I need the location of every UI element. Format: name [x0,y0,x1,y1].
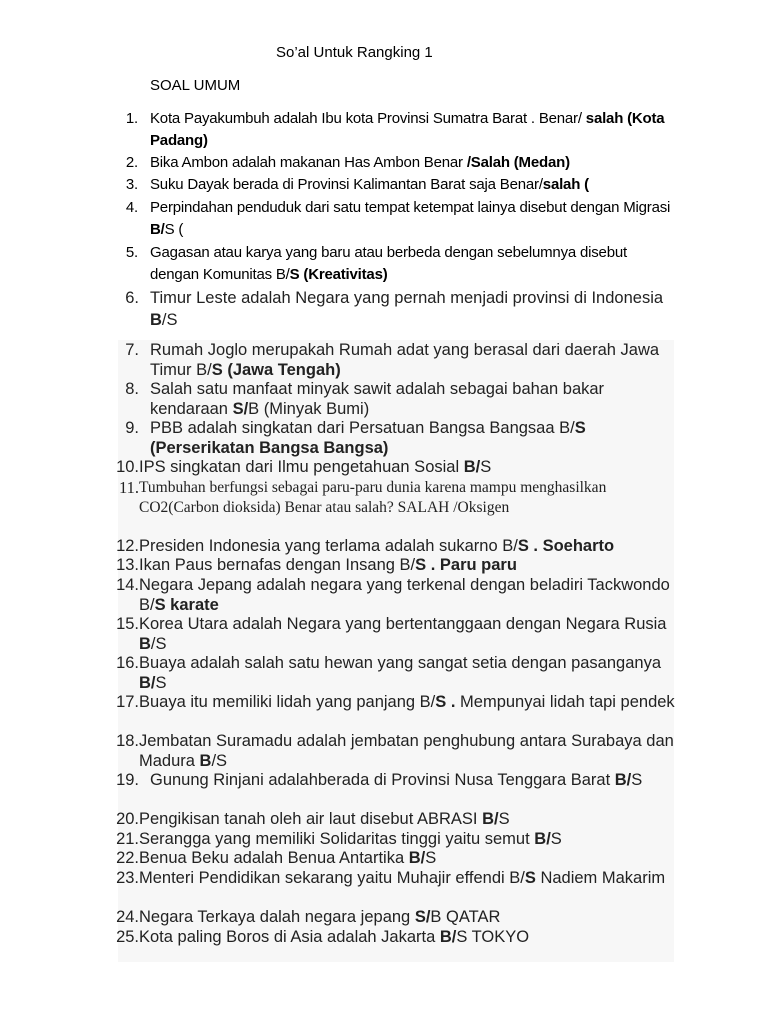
section-heading: SOAL UMUM [150,77,241,94]
question-item [112,174,678,196]
question-number: 1. [125,110,138,127]
question-item [112,458,678,478]
question-item [112,654,678,693]
question-text: Korea Utara adalah Negara yang bertentanggaan dengan Negara Rusia B/S [139,615,667,653]
question-item [112,537,678,557]
question-number: 14. [116,576,139,594]
question-item [112,908,678,928]
question-item [112,197,678,241]
question-text: Perpindahan penduduk dari satu tempat ketempat lainya disebut dengan Migrasi B/S ( [150,199,671,238]
question-number: 6. [125,289,139,307]
question-text: Benua Beku adalah Benua Antartika B/S [139,849,437,867]
question-number: 8. [125,380,139,398]
question-text: Gunung Rinjani adalahberada di Provinsi Nusa Tenggara Barat B/S [150,771,643,789]
question-number: 2. [125,154,138,171]
question-item [112,478,678,517]
question-item [112,693,678,713]
question-item [112,556,678,576]
question-text: Suku Dayak berada di Provinsi Kalimantan Barat saja Benar/salah ( [150,176,589,193]
question-item [112,771,678,791]
question-item [112,341,678,380]
question-text: Ikan Paus bernafas dengan Insang B/S . Paru paru [139,556,517,574]
question-text: Timur Leste adalah Negara yang pernah menjadi provinsi di Indonesia B/S [150,289,664,329]
question-number: 18. [116,732,139,750]
question-number: 23. [116,869,139,887]
question-text: Rumah Joglo merupakah Rumah adat yang berasal dari daerah Jawa Timur B/S (Jawa Tengah) [150,341,660,379]
question-text: Salah satu manfaat minyak sawit adalah sebagai bahan bakar kendaraan S/B (Minyak Bumi) [150,380,605,418]
question-text: IPS singkatan dari Ilmu pengetahuan Sosial B/S [139,458,492,476]
question-number: 21. [116,830,139,848]
question-number: 9. [125,419,139,437]
question-number: 7. [125,341,139,359]
question-text: Buaya itu memiliki lidah yang panjang B/S . Mempunyai lidah tapi pendek [139,693,675,711]
question-text: Negara Terkaya dalah negara jepang S/B QATAR [139,908,501,926]
question-text: Menteri Pendidikan sekarang yaitu Muhajir effendi B/S Nadiem Makarim [139,869,666,887]
question-number: 13. [116,556,139,574]
question-number: 20. [116,810,139,828]
question-item [112,615,678,654]
question-number: 5. [125,244,138,261]
question-number: 12. [116,537,139,555]
question-item [112,849,678,869]
question-number: 4. [125,199,138,216]
question-item [112,242,678,286]
question-item [112,419,678,458]
question-text: Bika Ambon adalah makanan Has Ambon Benar /Salah (Medan) [150,154,570,171]
question-text: Pengikisan tanah oleh air laut disebut ABRASI B/S [139,810,510,828]
question-item [112,287,678,331]
question-text: PBB adalah singkatan dari Persatuan Bangsa Bangsaa B/S (Perserikatan Bangsa Bangsa) [150,419,586,457]
question-number: 15. [116,615,139,633]
question-item [112,732,678,771]
question-text: Kota Payakumbuh adalah Ibu kota Provinsi Sumatra Barat . Benar/ salah (Kota Padang) [150,110,665,149]
question-item [112,576,678,615]
question-text: Jembatan Suramadu adalah jembatan penghubung antara Surabaya dan Madura B/S [139,732,674,770]
question-number: 10. [116,458,139,476]
question-text: Kota paling Boros di Asia adalah Jakarta B/S TOKYO [139,928,530,946]
question-text: Negara Jepang adalah negara yang terkenal dengan beladiri Tackwondo B/S karate [139,576,670,614]
question-item [112,152,678,174]
question-text: Tumbuhan berfungsi sebagai paru-paru dunia karena mampu menghasilkan CO2(Carbon dioksida) Benar atau salah? SALAH /Oksigen [139,479,607,516]
question-number: 25. [116,928,139,946]
question-text: Gagasan atau karya yang baru atau berbeda dengan sebelumnya disebut dengan Komunitas B/S (Kreativitas) [150,244,627,283]
question-number: 17. [116,693,139,711]
question-item [112,869,678,889]
document-title: So’al Untuk Rangking 1 [276,44,433,61]
question-item [112,810,678,830]
question-item [112,380,678,419]
question-number: 3. [125,176,138,193]
question-text: Buaya adalah salah satu hewan yang sangat setia dengan pasanganya B/S [139,654,661,692]
question-number: 11. [118,478,139,497]
question-item [112,928,678,948]
question-number: 22. [116,849,139,867]
question-number: 16. [116,654,139,672]
question-text: Presiden Indonesia yang terlama adalah sukarno B/S . Soeharto [139,537,615,555]
question-number: 24. [116,908,139,926]
question-item [112,830,678,850]
question-item [112,108,678,152]
question-text: Serangga yang memiliki Solidaritas tinggi yaitu semut B/S [139,830,562,848]
question-number: 19. [116,771,139,789]
